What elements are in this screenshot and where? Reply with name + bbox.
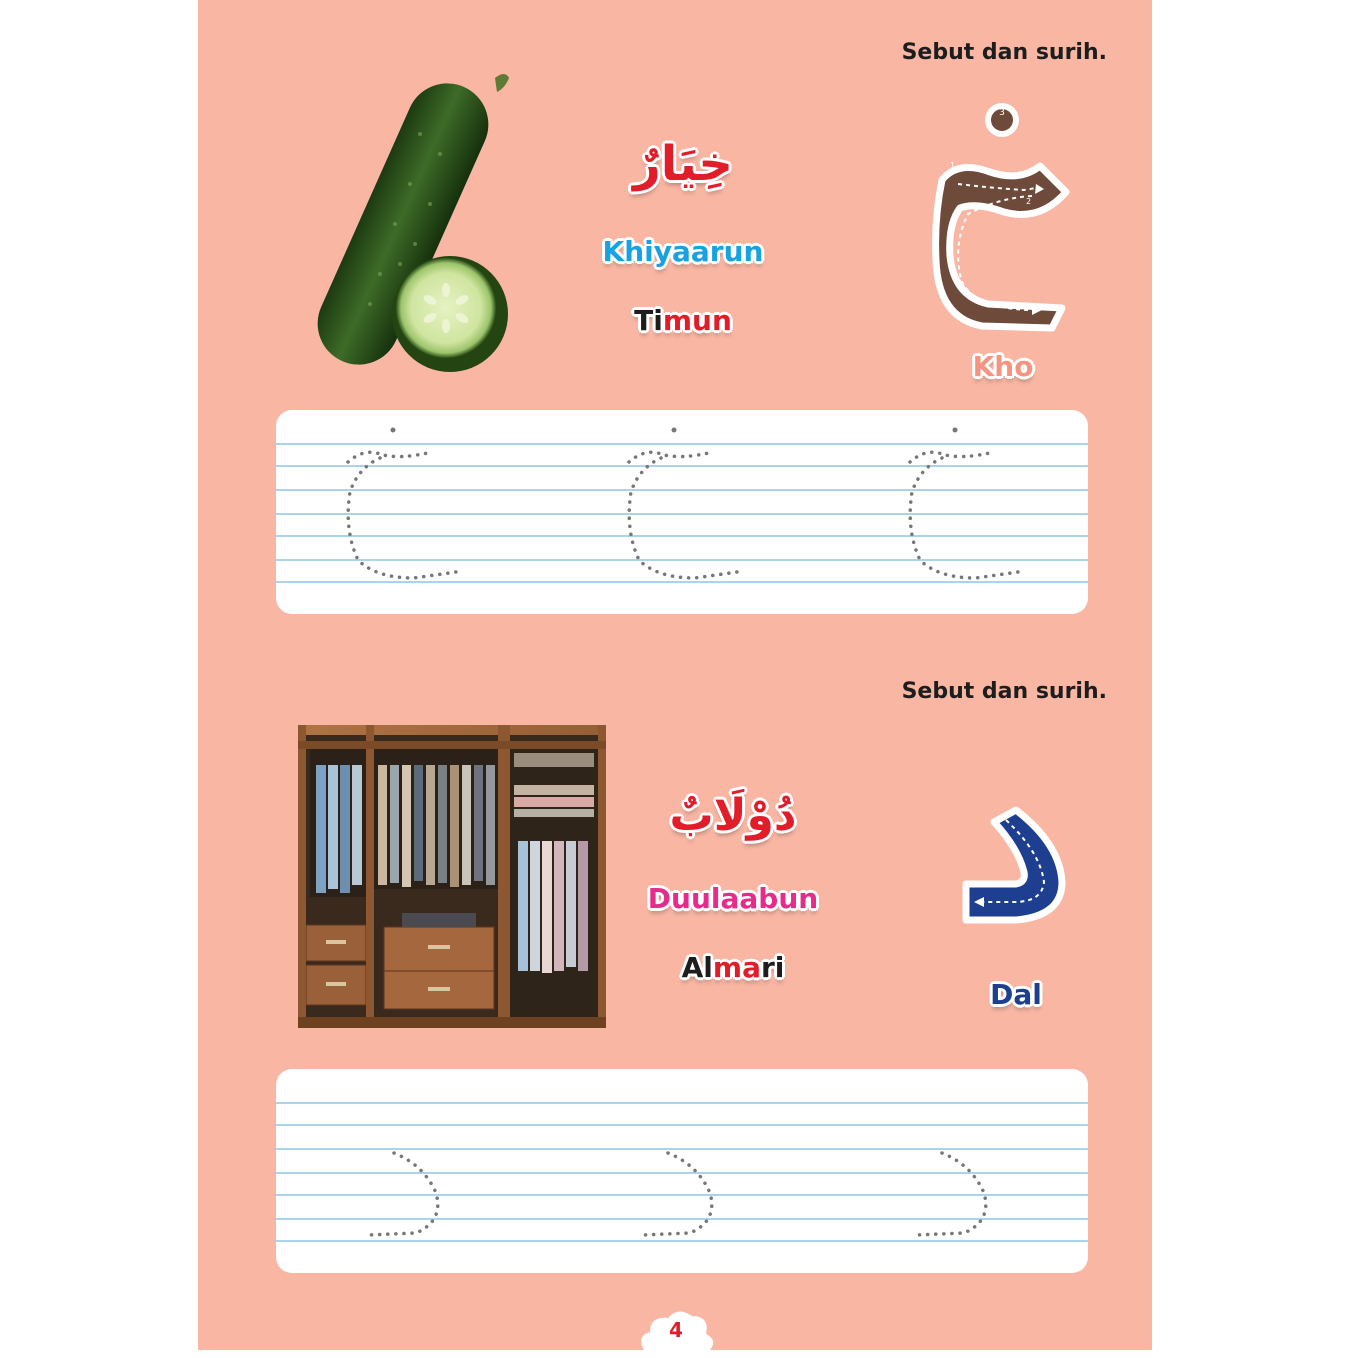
wardrobe-image xyxy=(298,725,606,1028)
svg-text:2: 2 xyxy=(1026,197,1032,206)
tracing-lines-dal xyxy=(276,1069,1088,1273)
page-number-badge xyxy=(636,1306,716,1354)
malay-word-middle: ma xyxy=(712,951,761,984)
instruction-text-dal: Sebut dan surih. xyxy=(901,679,1107,704)
worksheet-page xyxy=(198,0,1152,1350)
svg-text:3: 3 xyxy=(999,108,1005,118)
instruction-text-kho: Sebut dan surih. xyxy=(901,40,1107,65)
tracing-lines-kho xyxy=(276,410,1088,614)
malay-word-suffix: mun xyxy=(662,304,732,337)
tracing-panel-kho[interactable] xyxy=(276,410,1088,614)
letter-kho-tracing-guide xyxy=(928,96,1078,336)
letter-dal-tracing-guide xyxy=(956,804,1076,930)
letter-name-dal: Dal xyxy=(990,978,1042,1011)
page-number: 4 xyxy=(669,1318,683,1342)
arabic-word-duulaabun: دُوْلَابٌ xyxy=(669,790,797,841)
malay-word-prefix: Ti xyxy=(634,304,663,337)
arabic-word-khiyaarun: خِيَارٌ xyxy=(633,136,733,192)
svg-text:1: 1 xyxy=(950,161,956,170)
malay-word-almari xyxy=(628,951,838,984)
malay-word-prefix: Al xyxy=(681,951,713,984)
tracing-panel-dal[interactable] xyxy=(276,1069,1088,1273)
malay-word-timun xyxy=(578,304,788,337)
malay-word-suffix: ri xyxy=(760,951,785,984)
cucumber-image xyxy=(300,64,520,374)
transliteration-duulaabun: Duulaabun xyxy=(647,882,819,915)
letter-name-kho: Kho xyxy=(972,350,1034,383)
transliteration-khiyaarun: Khiyaarun xyxy=(602,235,764,268)
